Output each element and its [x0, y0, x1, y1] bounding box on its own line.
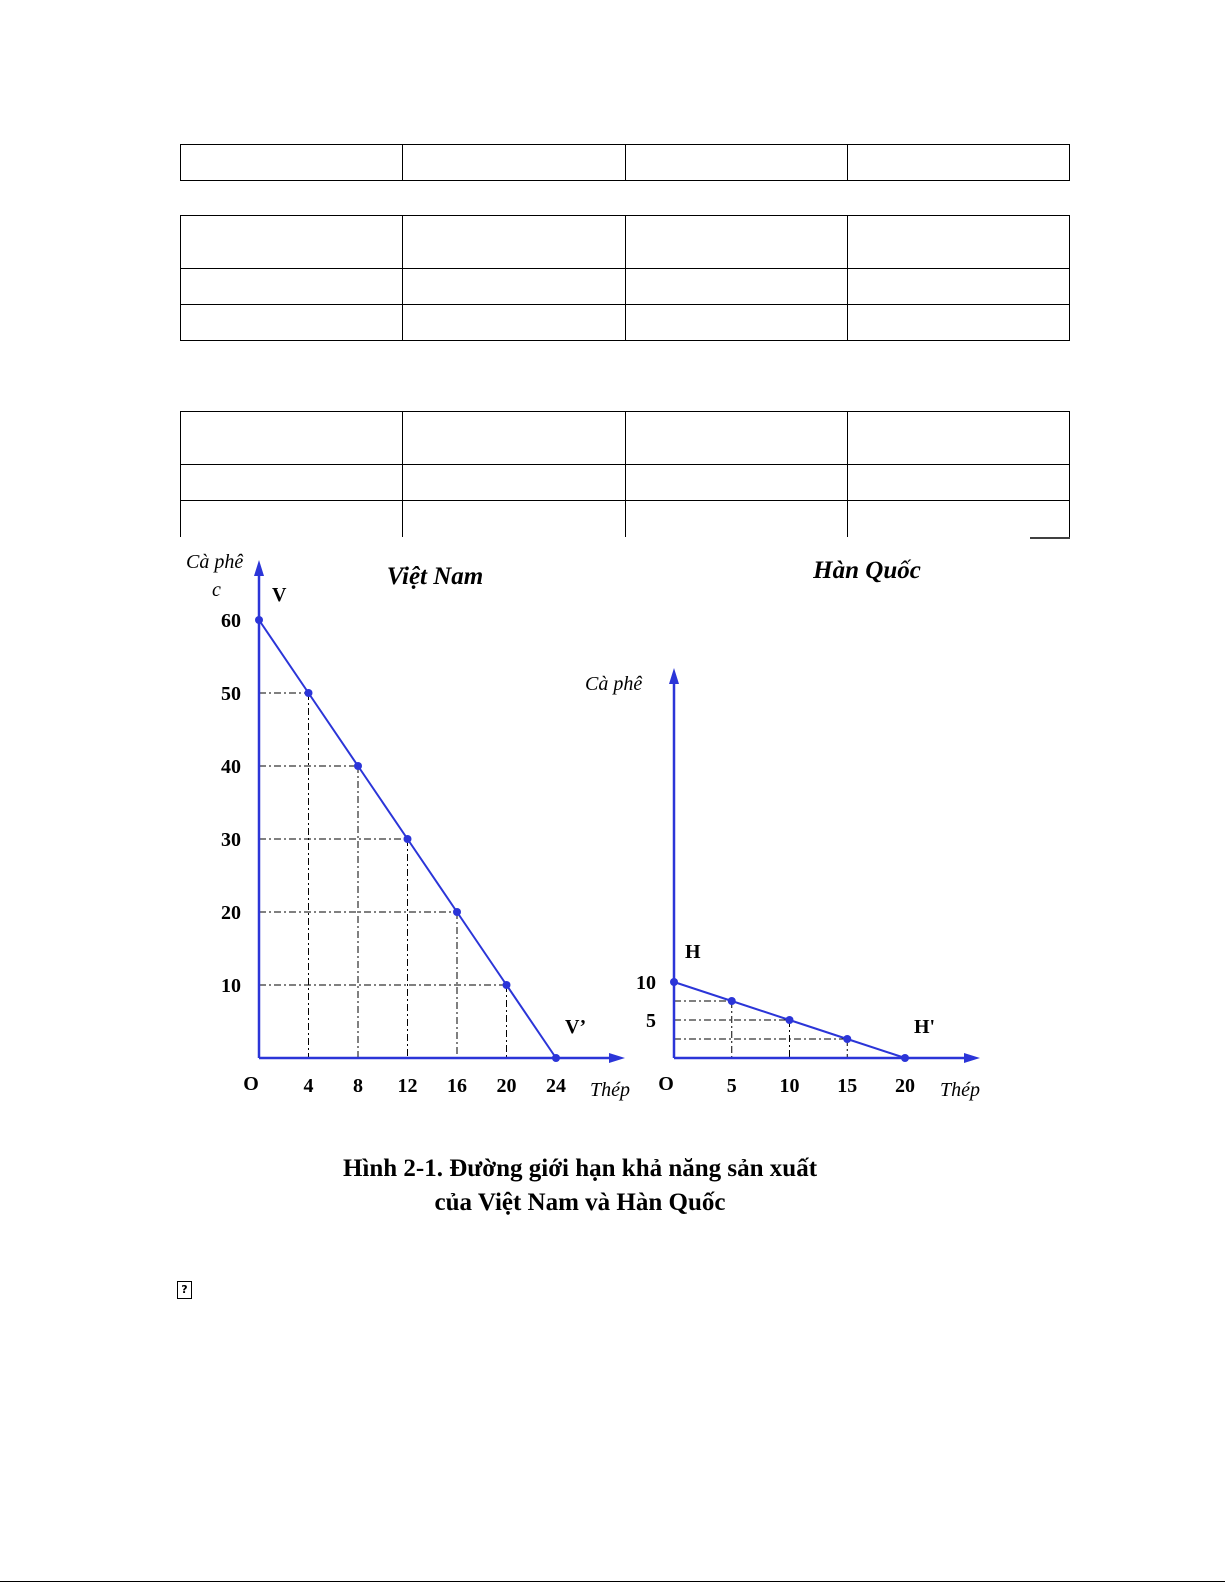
data-point [503, 981, 511, 989]
figure-caption-line-2: của Việt Nam và Hàn Quốc [434, 1189, 726, 1216]
x-tick-label: 4 [303, 1075, 314, 1097]
start-point-label: H [685, 941, 701, 963]
x-axis-label: Thép [590, 1079, 630, 1101]
x-tick-label: 15 [837, 1075, 858, 1097]
x-tick-label: 24 [546, 1075, 566, 1097]
end-point-label: V’ [565, 1016, 587, 1038]
chart-title: Hàn Quốc [813, 557, 921, 584]
y-axis-label: Cà phê [585, 673, 643, 695]
x-axis-label: Thép [940, 1079, 980, 1101]
end-point-label: H' [914, 1016, 936, 1038]
y-axis-label-2: c [212, 579, 221, 601]
figure-caption-line-1: Hình 2-1. Đường giới hạn khả năng sản xuất [342, 1155, 818, 1182]
page-bottom-rule [0, 1581, 1225, 1582]
data-point [453, 908, 461, 916]
y-tick-label: 20 [221, 902, 241, 924]
data-point [404, 835, 412, 843]
y-axis-label: Cà phê [186, 551, 244, 573]
x-tick-label: 12 [397, 1075, 418, 1097]
y-tick-label: 40 [221, 756, 241, 778]
y-tick-label: 60 [221, 610, 241, 632]
data-point [901, 1054, 909, 1062]
x-tick-label: 5 [726, 1075, 737, 1097]
start-point-label: V [272, 584, 287, 606]
x-tick-label: 20 [496, 1075, 517, 1097]
data-point [670, 978, 678, 986]
x-tick-label: 10 [779, 1075, 800, 1097]
data-point [305, 689, 313, 697]
x-tick-label: 8 [353, 1075, 363, 1097]
chart-title: Việt Nam [386, 563, 484, 590]
data-point [843, 1035, 851, 1043]
data-point [728, 997, 736, 1005]
y-tick-label: 5 [646, 1010, 656, 1032]
x-tick-label: 20 [895, 1075, 915, 1097]
missing-glyph-box: ? [177, 1281, 192, 1299]
origin-label: O [658, 1073, 674, 1095]
y-tick-label: 30 [221, 829, 241, 851]
x-tick-label: 16 [447, 1075, 467, 1097]
y-tick-label: 10 [636, 972, 656, 994]
data-point [255, 616, 263, 624]
data-point [354, 762, 362, 770]
data-point [552, 1054, 560, 1062]
origin-label: O [243, 1073, 259, 1095]
y-tick-label: 10 [221, 975, 241, 997]
y-tick-label: 50 [221, 683, 241, 705]
data-point [786, 1016, 794, 1024]
